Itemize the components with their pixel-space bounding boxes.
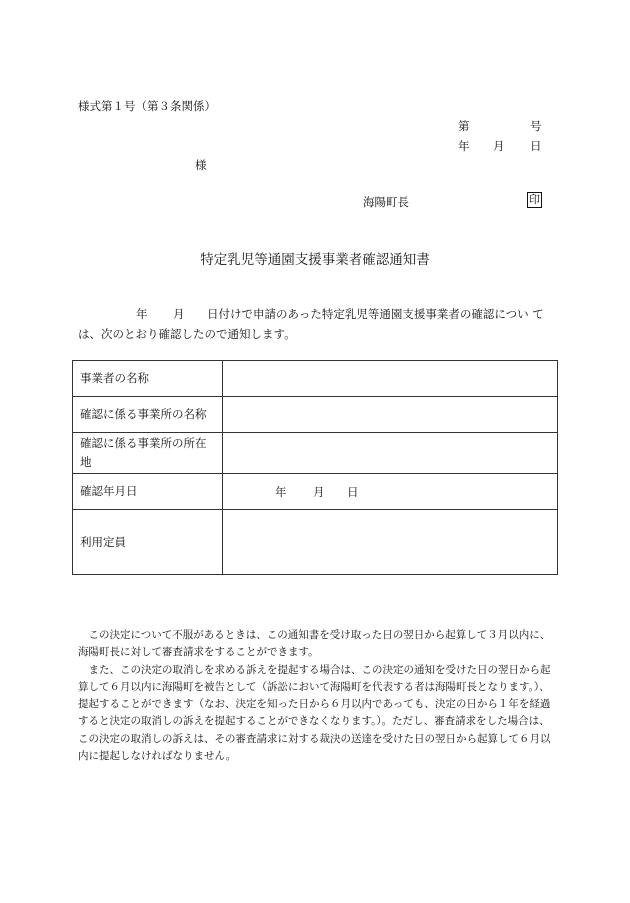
number-suffix: 号 (530, 119, 542, 133)
row-value-facility-name (223, 397, 558, 433)
intro-line1: 日付けで申請のあった特定乳児等通園支援事業者の確認につい て (207, 307, 544, 321)
row-label-capacity: 利用定員 (73, 510, 223, 575)
document-number-line (458, 118, 542, 134)
row-value-business-name (223, 361, 558, 397)
table-row (73, 361, 558, 397)
confirmation-date-month: 月 (313, 484, 325, 499)
row-value-confirmation-date (223, 474, 558, 510)
form-number: 様式第１号（第３条関係） (78, 99, 216, 113)
issue-date-day: 日 (530, 139, 542, 153)
intro-line2: は、次のとおり確認したので通知します。 (78, 327, 296, 341)
issue-date-year: 年 (458, 139, 470, 153)
confirmation-date-year: 年 (275, 484, 287, 499)
intro-month: 月 (173, 307, 185, 321)
confirmation-table (72, 360, 558, 575)
table-row (73, 433, 558, 474)
intro-year: 年 (136, 307, 148, 321)
table-row (73, 510, 558, 575)
issue-date-month: 月 (493, 139, 505, 153)
row-label-confirmation-date: 確認年月日 (73, 474, 223, 510)
row-value-capacity (223, 510, 558, 575)
row-label-facility-address: 確認に係る事業所の所在地 (73, 433, 223, 474)
table-row (73, 474, 558, 510)
row-value-facility-address (223, 433, 558, 474)
appeal-notes (78, 627, 558, 765)
row-label-business-name: 事業者の名称 (73, 361, 223, 397)
number-prefix: 第 (458, 119, 470, 133)
table-row (73, 397, 558, 433)
note-paragraph-lawsuit: また、この決定の取消しを求める訴えを提起する場合は、この決定の通知を受けた日の翌日から起算して６月以内に海陽町を被告として（訴訟において海陽町を代表する者は海陽町長となります。）、提起することができます（なお、決定を知った日から６月以内であっても、決定の日から１年を経過すると決定の取消しの訴えを提起することができなくなります。）。ただし、審査請求をした場合は、この決定の取消しの訴えは、その審査請求に対する裁決の送達を受けた日の翌日から起算して６月以内に提起しなければなりません。 (78, 663, 551, 763)
sender-name: 海陽町長 (363, 195, 409, 209)
row-label-facility-name: 確認に係る事業所の名称 (73, 397, 223, 433)
seal-stamp: 印 (529, 193, 540, 206)
issue-date-line (458, 138, 542, 154)
confirmation-date-day: 日 (347, 484, 359, 499)
note-paragraph-review: この決定について不服があるときは、この通知書を受け取った日の翌日から起算して３月以内に、海陽町長に対して審査請求をすることができます。 (78, 629, 551, 659)
addressee-honorific: 様 (195, 158, 207, 172)
document-title: 特定乳児等通園支援事業者確認通知書 (200, 252, 430, 268)
